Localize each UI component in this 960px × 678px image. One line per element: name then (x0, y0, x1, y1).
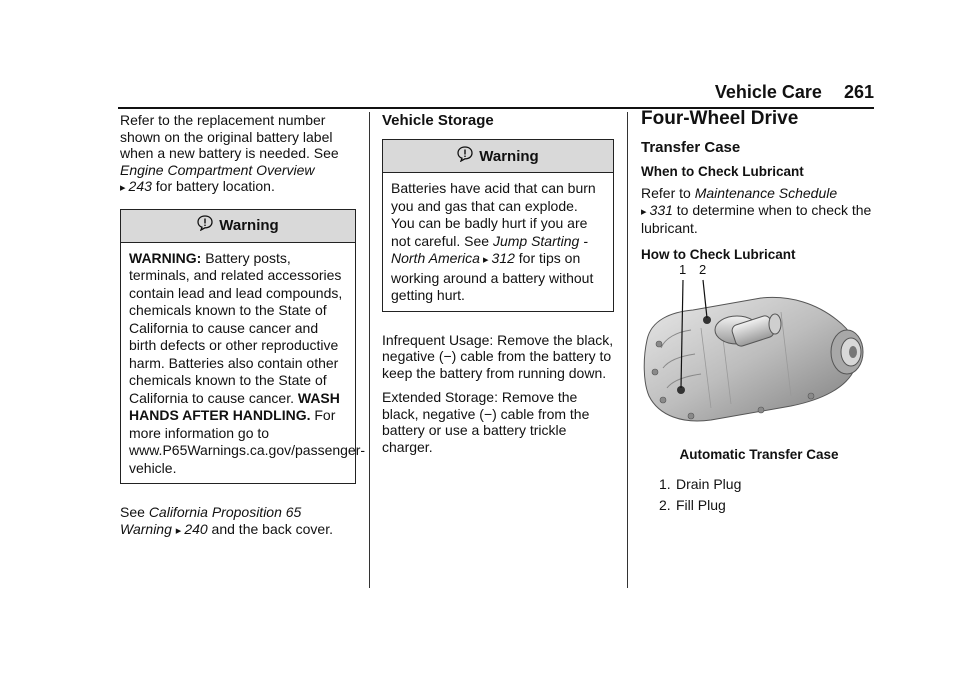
link-prop65[interactable]: California Proposition 65 Warning (120, 504, 302, 537)
when-to-check-text: Refer to Maintenance Schedule ▸ 331 to determine when to check the lubricant. (641, 185, 872, 236)
warning-title: Warning (479, 147, 539, 165)
page-ref[interactable]: 312 (491, 250, 515, 266)
infrequent-usage: Infrequent Usage: Remove the black, negative (−) cable from the battery to keep the battery from running down. (382, 331, 614, 381)
column-divider (369, 112, 370, 588)
page-reference-arrow-icon: ▸ (175, 524, 182, 537)
see-prop65: See California Proposition 65 Warning ▸ 240 and the back cover. (120, 504, 333, 537)
running-header (715, 82, 874, 103)
list-item: 1. Drain Plug (659, 475, 742, 492)
transfer-case-illustration (641, 261, 877, 443)
header-section: Vehicle Care (714, 82, 822, 102)
warning-box (120, 209, 366, 485)
column-1 (120, 112, 366, 547)
link-jump-starting[interactable]: Jump Starting - North America (391, 232, 588, 266)
warning-title: Warning (219, 217, 279, 234)
subsection-title: Transfer Case (641, 139, 741, 156)
warning-header (383, 140, 613, 173)
callout-1: 1 (679, 261, 687, 277)
page-ref[interactable]: 243 (128, 178, 152, 194)
battery-intro: Refer to the replacement number shown on the original battery label when a new battery is needed. See Engine Compartment Overview ▸ 243 for battery location. (120, 112, 339, 194)
warning-box (382, 139, 614, 312)
figure-caption: Automatic Transfer Case (679, 446, 839, 462)
page-ref[interactable]: 240 (184, 520, 208, 537)
warning-text: Batteries have acid that can burn you and gas that can explode. You can be badly hurt if you are not careful. See Jump Starting - North America ▸ 312 for tips on working around a battery without getting hurt. (391, 180, 596, 303)
extended-storage: Extended Storage: Remove the black, negative (−) cable from the battery or use a battery trickle charger. (382, 389, 590, 455)
page-reference-arrow-icon: ▸ (641, 205, 647, 218)
run-in-heading: When to Check Lubricant (641, 164, 804, 179)
warning-text: WARNING: Battery posts, terminals, and related accessories contain lead and lead compounds, chemicals known to the State of California to cause cancer and birth defects or other reproductive harm. Batteries also contain other chemicals known to the State of California to cause cancer. WASH HANDS AFTER HANDLING. For more information go to www.P65Warnings.ca.gov/passenger-vehicle. (129, 249, 366, 476)
warning-header (121, 210, 355, 243)
page-number: 261 (843, 82, 874, 102)
page-ref[interactable]: 331 (649, 201, 673, 218)
run-in-heading: How to Check Lubricant (641, 246, 796, 262)
section-title: Four-Wheel Drive (641, 108, 799, 129)
warning-bubble-icon (457, 146, 473, 167)
column-divider (627, 112, 628, 588)
callout-2: 2 (699, 261, 707, 277)
column-3 (641, 108, 877, 518)
warning-bubble-icon (197, 215, 213, 236)
link-engine-compartment[interactable]: Engine Compartment Overview (120, 161, 315, 178)
page-reference-arrow-icon: ▸ (120, 182, 126, 194)
page-reference-arrow-icon: ▸ (479, 254, 489, 266)
column-2 (382, 112, 614, 463)
link-maintenance-schedule[interactable]: Maintenance Schedule (694, 185, 838, 201)
list-item: 2. Fill Plug (659, 496, 726, 513)
section-heading: Vehicle Storage (382, 112, 494, 129)
